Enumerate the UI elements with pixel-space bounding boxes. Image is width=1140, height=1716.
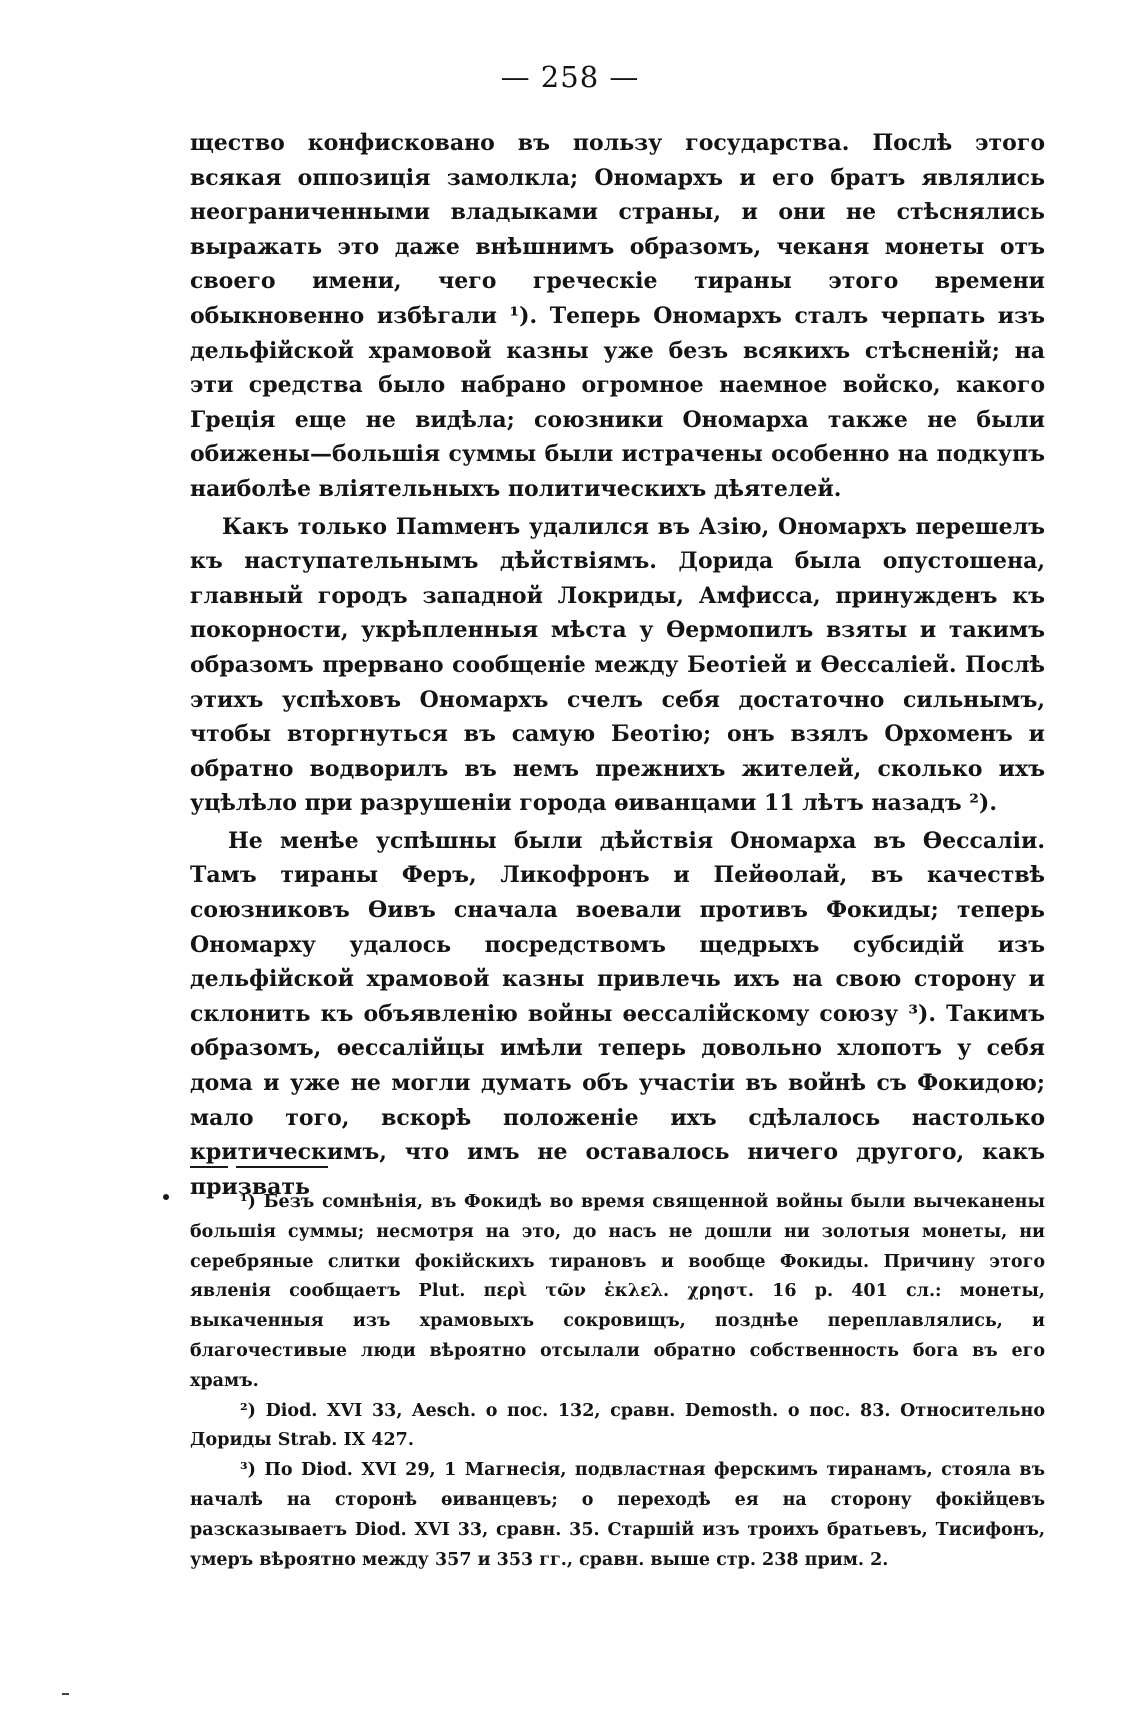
paragraph-3: Не менѣе успѣшны были дѣйствія Ономарха въ Ѳессаліи. Тамъ тираны Феръ, Ликофронъ и Пейѳолай, въ качествѣ союзниковъ Ѳивъ сначала воевали противъ Фокиды; теперь Ономарху удалось посредствомъ щедрыхъ субсидій изъ дельфійской храмовой казны привлечь ихъ на свою сторону и склонить къ объявленію войны ѳессалійскому союзу ³). Такимъ образомъ, ѳессалійцы имѣли теперь довольно хлопотъ у себя дома и уже не могли думать объ участіи въ войнѣ съ Фокидою; мало того, вскорѣ положеніе ихъ сдѣлалось настолько критическимъ, что имъ не оставалось ничего другого, какъ призвать — [190, 827, 1045, 1200]
footnote-2: ²) Diod. XVI 33, Aesch. о пос. 132, сравн. Demosth. о пос. 83. Относительно Дориды Strab. IX 427. — [190, 1400, 1045, 1451]
main-text — [190, 126, 1045, 1204]
scan-mark — [62, 1693, 69, 1695]
page-number: — 258 — — [500, 60, 640, 94]
footnote-separator — [190, 1166, 328, 1168]
footnote-1: ¹) Безъ сомнѣнія, въ Фокидѣ во время священной войны были вычеканены большiя суммы; несмотря на это, до насъ не дошли ни золотыя монеты, ни серебряные слитки фокійскихъ тирановъ и вообще Фокиды. Причину этого явленія сообщаетъ Plut. περὶ τῶν ἐκλελ. χρηστ. 16 p. 401 сл.: монеты, выкаченныя изъ храмовыхъ сокровищъ, позднѣе переплавлялись, и благочестивые люди вѣроятно отсылали обратно собственность бога въ его храмъ. — [190, 1192, 1045, 1391]
footnotes — [190, 1188, 1045, 1575]
paragraph-1: щество конфисковано въ пользу государства. Послѣ этого всякая оппозиція замолкла; Ономархъ и его братъ являлись неограниченными владыками страны, и они не стѣснялись выражать это даже внѣшнимъ образомъ, чеканя монеты отъ своего имени, чего греческіе тираны этого времени обыкновенно избѣгали ¹). Теперь Ономархъ сталъ черпать изъ дельфійской храмовой казны уже безъ всякихъ стѣсненій; на эти средства было набрано огромное наемное войско, какого Грецiя еще не видѣла; союзники Ономарха также не были обижены—большiя суммы были истрачены особенно на подкупъ наиболѣе вліятельныхъ политическихъ дѣятелей. — [190, 130, 1045, 502]
margin-dot — [163, 1194, 169, 1200]
paragraph-2: Какъ только Пamменъ удалился въ Азію, Ономархъ перешелъ къ наступательнымъ дѣйствіямъ. Дорида была опустошена, главный городъ западной Локриды, Амфисса, принужденъ къ покорности, укрѣпленныя мѣста у Ѳермопилъ взяты и такимъ образомъ прервано сообщеніе между Беотіей и Ѳессаліей. Послѣ этихъ успѣховъ Ономархъ счелъ себя достаточно сильнымъ, чтобы вторгнуться въ самую Беотію; онъ взялъ Орхоменъ и обратно водворилъ въ немъ прежнихъ жителей, сколько ихъ уцѣлѣло при разрушеніи города ѳиванцами 11 лѣтъ назадъ ²). — [190, 513, 1045, 817]
footnote-3: ³) По Diod. XVI 29, 1 Магнесія, подвластная ферскимъ тиранамъ, стояла въ началѣ на сторонѣ ѳиванцевъ; о переходѣ ея на сторону фокійцевъ разсказываетъ Diod. XVI 33, сравн. 35. Старшій изъ троихъ братьевъ, Тисифонъ, умеръ вѣроятно между 357 и 353 гг., сравн. выше стр. 238 прим. 2. — [190, 1460, 1045, 1570]
